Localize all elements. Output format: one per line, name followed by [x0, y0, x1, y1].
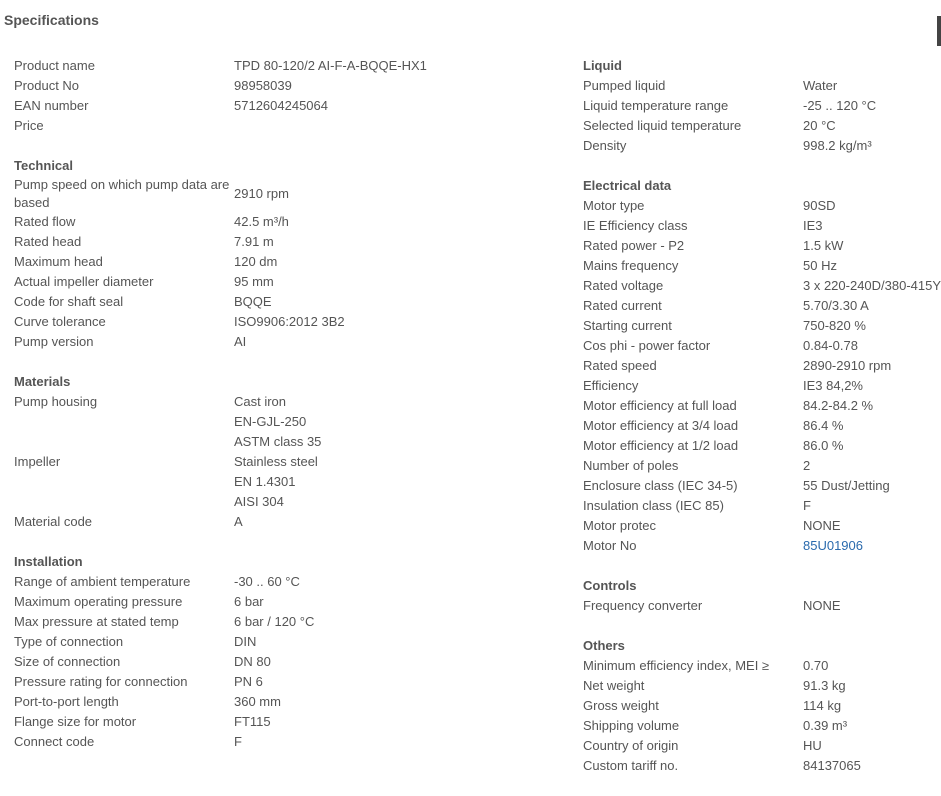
spec-row [583, 376, 941, 396]
spec-value [803, 236, 941, 256]
spec-value [234, 76, 564, 96]
spec-value-line: 7.91 m [234, 234, 274, 249]
spec-label: Flange size for motor [14, 714, 137, 729]
section-title: Technical [14, 158, 74, 173]
spec-value [803, 316, 941, 336]
section-title: Installation [14, 554, 83, 569]
spec-value [803, 396, 941, 416]
spec-value-line: Water [803, 78, 838, 93]
spec-row [583, 736, 941, 756]
spec-section-controls [583, 576, 941, 616]
spec-value-line: 998.2 kg/m³ [803, 138, 872, 153]
spec-label: Connect code [14, 734, 95, 749]
spec-label: Pressure rating for connection [14, 674, 188, 689]
spec-value-line: 95 mm [234, 274, 274, 289]
spec-row [14, 732, 574, 752]
spec-value-line: 90SD [803, 198, 836, 213]
spec-value-line: TPD 80-120/2 AI-F-A-BQQE-HX1 [234, 58, 427, 73]
spec-value [234, 632, 564, 652]
spec-value-line: 42.5 m³/h [234, 214, 289, 229]
spec-value-line: AI [234, 334, 247, 349]
spec-value [803, 656, 941, 676]
spec-value [234, 672, 564, 692]
spec-row [583, 296, 941, 316]
spec-label: Liquid temperature range [583, 98, 729, 113]
spec-value-line: BQQE [234, 294, 272, 309]
spec-column-left [14, 56, 574, 772]
spec-value [234, 332, 564, 352]
spec-row [583, 516, 941, 536]
spec-value-line: 0.39 m³ [803, 718, 848, 733]
spec-row [14, 652, 574, 672]
spec-value-line: 120 dm [234, 254, 278, 269]
spec-value [234, 652, 564, 672]
spec-value [234, 272, 564, 292]
spec-value-line: 50 Hz [803, 258, 837, 273]
spec-row [583, 116, 941, 136]
spec-section-materials [14, 372, 574, 532]
spec-value [803, 436, 941, 456]
spec-row [583, 396, 941, 416]
spec-label: Starting current [583, 318, 672, 333]
spec-value-line: DIN [234, 634, 257, 649]
spec-section-liquid [583, 56, 941, 156]
scrollbar[interactable] [937, 16, 941, 46]
spec-value-line: 6 bar / 120 °C [234, 614, 315, 629]
spec-row [583, 196, 941, 216]
spec-section-electrical-data [583, 176, 941, 556]
spec-value-line: 6 bar [234, 594, 264, 609]
spec-row [583, 216, 941, 236]
spec-row [583, 496, 941, 516]
spec-value-line: 5.70/3.30 A [803, 298, 869, 313]
spec-value [803, 456, 941, 476]
spec-value-line: 55 Dust/Jetting [803, 478, 890, 493]
spec-label: Port-to-port length [14, 694, 119, 709]
spec-value [803, 696, 941, 716]
spec-label: Range of ambient temperature [14, 574, 191, 589]
spec-column-right [583, 56, 941, 796]
spec-value [234, 612, 564, 632]
spec-value-line: 91.3 kg [803, 678, 846, 693]
spec-value [803, 276, 941, 296]
spec-value-line: 0.70 [803, 658, 829, 673]
spec-value-line: 20 °C [803, 118, 836, 133]
spec-section-technical [14, 156, 574, 352]
spec-label: Motor No [583, 538, 637, 553]
spec-row [14, 712, 574, 732]
spec-row [583, 416, 941, 436]
spec-row [583, 676, 941, 696]
spec-value [234, 212, 564, 232]
spec-value [803, 376, 941, 396]
spec-label: Product No [14, 78, 80, 93]
spec-value [803, 736, 941, 756]
spec-value [803, 756, 941, 776]
spec-value [803, 116, 941, 136]
spec-row [14, 312, 574, 332]
spec-row [14, 692, 574, 712]
spec-row [583, 236, 941, 256]
spec-label: Material code [14, 514, 93, 529]
spec-value-line: 114 kg [803, 698, 842, 713]
spec-label: Curve tolerance [14, 314, 106, 329]
spec-label: Product name [14, 58, 95, 73]
spec-label: Rated power - P2 [583, 238, 685, 253]
spec-value-line: EN-GJL-250 [234, 414, 307, 429]
spec-value-line: 2 [803, 458, 811, 473]
spec-label: Country of origin [583, 738, 679, 753]
spec-label: Selected liquid temperature [583, 118, 742, 133]
spec-label: Mains frequency [583, 258, 679, 273]
spec-label: Rated current [583, 298, 662, 313]
spec-value-line: F [803, 498, 811, 513]
spec-value [234, 392, 564, 452]
spec-label: Motor efficiency at full load [583, 398, 737, 413]
spec-row [14, 116, 574, 136]
spec-value-line: 84137065 [803, 758, 861, 773]
spec-label: Motor efficiency at 1/2 load [583, 438, 739, 453]
spec-label: Frequency converter [583, 598, 703, 613]
spec-row [583, 76, 941, 96]
page-title: Specifications [4, 12, 99, 28]
spec-value-line: 3 x 220-240D/380-415Y [803, 278, 941, 293]
spec-row [14, 232, 574, 252]
spec-label: Maximum operating pressure [14, 594, 183, 609]
spec-value [234, 176, 564, 212]
spec-value [234, 252, 564, 272]
spec-section-others [583, 636, 941, 776]
spec-value [234, 292, 564, 312]
spec-row [14, 592, 574, 612]
spec-value-line: Cast iron [234, 394, 287, 409]
spec-value [803, 676, 941, 696]
spec-value [234, 732, 564, 752]
spec-value-line: -25 .. 120 °C [803, 98, 877, 113]
spec-label: Motor protec [583, 518, 656, 533]
spec-row [583, 656, 941, 676]
spec-row [14, 672, 574, 692]
spec-label: Number of poles [583, 458, 679, 473]
spec-row [583, 596, 941, 616]
spec-label: Density [583, 138, 627, 153]
spec-value [234, 232, 564, 252]
spec-value [803, 216, 941, 236]
spec-value-line: Stainless steel [234, 454, 318, 469]
spec-value-line: 86.4 % [803, 418, 844, 433]
spec-label: Cos phi - power factor [583, 338, 711, 353]
spec-label: Pump version [14, 334, 94, 349]
spec-value-line: 1.5 kW [803, 238, 844, 253]
spec-row [14, 212, 574, 232]
spec-value [803, 516, 941, 536]
spec-label: Maximum head [14, 254, 103, 269]
spec-label: EAN number [14, 98, 89, 113]
spec-label: Code for shaft seal [14, 294, 124, 309]
spec-label: IE Efficiency class [583, 218, 688, 233]
section-title: Others [583, 638, 625, 653]
spec-row [14, 572, 574, 592]
spec-row [14, 292, 574, 312]
spec-row [14, 632, 574, 652]
spec-value-line[interactable]: 85U01906 [803, 538, 863, 553]
spec-label: Rated voltage [583, 278, 664, 293]
spec-value [234, 692, 564, 712]
section-title: Liquid [583, 58, 622, 73]
spec-value-line: -30 .. 60 °C [234, 574, 300, 589]
spec-value [234, 512, 564, 532]
spec-value-line: EN 1.4301 [234, 474, 296, 489]
spec-label: Pump speed on which pump data are based [14, 177, 230, 210]
spec-value-line: AISI 304 [234, 494, 284, 509]
spec-row [14, 512, 574, 532]
spec-label: Motor type [583, 198, 645, 213]
spec-value [234, 96, 564, 116]
spec-value [234, 56, 564, 76]
spec-label: Minimum efficiency index, MEI ≥ [583, 658, 770, 673]
spec-label: Rated speed [583, 358, 657, 373]
spec-row [14, 612, 574, 632]
spec-row [583, 536, 941, 556]
spec-value [803, 136, 941, 156]
spec-label: Insulation class (IEC 85) [583, 498, 724, 513]
spec-value [234, 116, 564, 136]
spec-value [803, 416, 941, 436]
spec-row [583, 336, 941, 356]
spec-label: Gross weight [583, 698, 659, 713]
spec-value-line: 5712604245064 [234, 98, 328, 113]
spec-value-line: 98958039 [234, 78, 292, 93]
spec-value [803, 336, 941, 356]
spec-value-line: F [234, 734, 242, 749]
spec-label: Custom tariff no. [583, 758, 679, 773]
spec-value [803, 476, 941, 496]
spec-row [583, 136, 941, 156]
spec-label: Size of connection [14, 654, 121, 669]
section-title: Electrical data [583, 178, 672, 193]
spec-value [234, 312, 564, 332]
spec-value [803, 76, 941, 96]
spec-value-line: 2910 rpm [234, 186, 289, 201]
section-title: Controls [583, 578, 637, 593]
spec-value [803, 596, 941, 616]
spec-row [583, 276, 941, 296]
spec-value [803, 496, 941, 516]
spec-value-line: IE3 [803, 218, 823, 233]
spec-row [583, 356, 941, 376]
spec-value-line: 750-820 % [803, 318, 866, 333]
spec-value [803, 196, 941, 216]
spec-row [14, 176, 574, 212]
spec-row [14, 96, 574, 116]
spec-label: Net weight [583, 678, 645, 693]
spec-value-line: PN 6 [234, 674, 263, 689]
spec-label: Max pressure at stated temp [14, 614, 179, 629]
spec-value-line: NONE [803, 598, 841, 613]
spec-value-line: NONE [803, 518, 841, 533]
spec-label: Actual impeller diameter [14, 274, 154, 289]
spec-value-line: FT115 [234, 714, 271, 729]
spec-row [583, 716, 941, 736]
spec-row [583, 256, 941, 276]
spec-row [14, 452, 574, 512]
spec-value-line: ISO9906:2012 3B2 [234, 314, 345, 329]
spec-value [803, 96, 941, 116]
spec-row [14, 332, 574, 352]
spec-row [583, 456, 941, 476]
spec-value-line: ASTM class 35 [234, 434, 322, 449]
spec-value-line: 0.84-0.78 [803, 338, 858, 353]
spec-section-general [14, 56, 574, 136]
spec-label: Pump housing [14, 394, 98, 409]
spec-label: Rated head [14, 234, 82, 249]
spec-value-line: 84.2-84.2 % [803, 398, 874, 413]
spec-row [14, 252, 574, 272]
spec-label: Rated flow [14, 214, 76, 229]
spec-value-line: DN 80 [234, 654, 271, 669]
spec-row [583, 436, 941, 456]
spec-value [803, 256, 941, 276]
spec-row [583, 96, 941, 116]
spec-value-line: 360 mm [234, 694, 281, 709]
spec-label: Impeller [14, 454, 61, 469]
spec-value [234, 592, 564, 612]
spec-value [234, 712, 564, 732]
spec-row [583, 696, 941, 716]
spec-row [14, 56, 574, 76]
spec-value-link[interactable] [803, 536, 941, 556]
spec-label: Enclosure class (IEC 34-5) [583, 478, 738, 493]
spec-row [583, 756, 941, 776]
spec-row [14, 272, 574, 292]
spec-value [803, 356, 941, 376]
spec-label: Price [14, 118, 44, 133]
spec-value-line: A [234, 514, 243, 529]
spec-value [234, 452, 564, 512]
spec-value [803, 296, 941, 316]
spec-row [14, 76, 574, 96]
spec-value-line: HU [803, 738, 822, 753]
spec-label: Pumped liquid [583, 78, 666, 93]
spec-section-installation [14, 552, 574, 752]
spec-value-line: IE3 84,2% [803, 378, 863, 393]
section-title: Materials [14, 374, 71, 389]
spec-row [583, 316, 941, 336]
spec-label: Shipping volume [583, 718, 680, 733]
spec-value-line: 86.0 % [803, 438, 844, 453]
spec-row [583, 476, 941, 496]
spec-label: Efficiency [583, 378, 639, 393]
spec-value [803, 716, 941, 736]
spec-label: Motor efficiency at 3/4 load [583, 418, 739, 433]
spec-row [14, 392, 574, 452]
spec-value [234, 572, 564, 592]
spec-label: Type of connection [14, 634, 124, 649]
spec-value-line: 2890-2910 rpm [803, 358, 892, 373]
